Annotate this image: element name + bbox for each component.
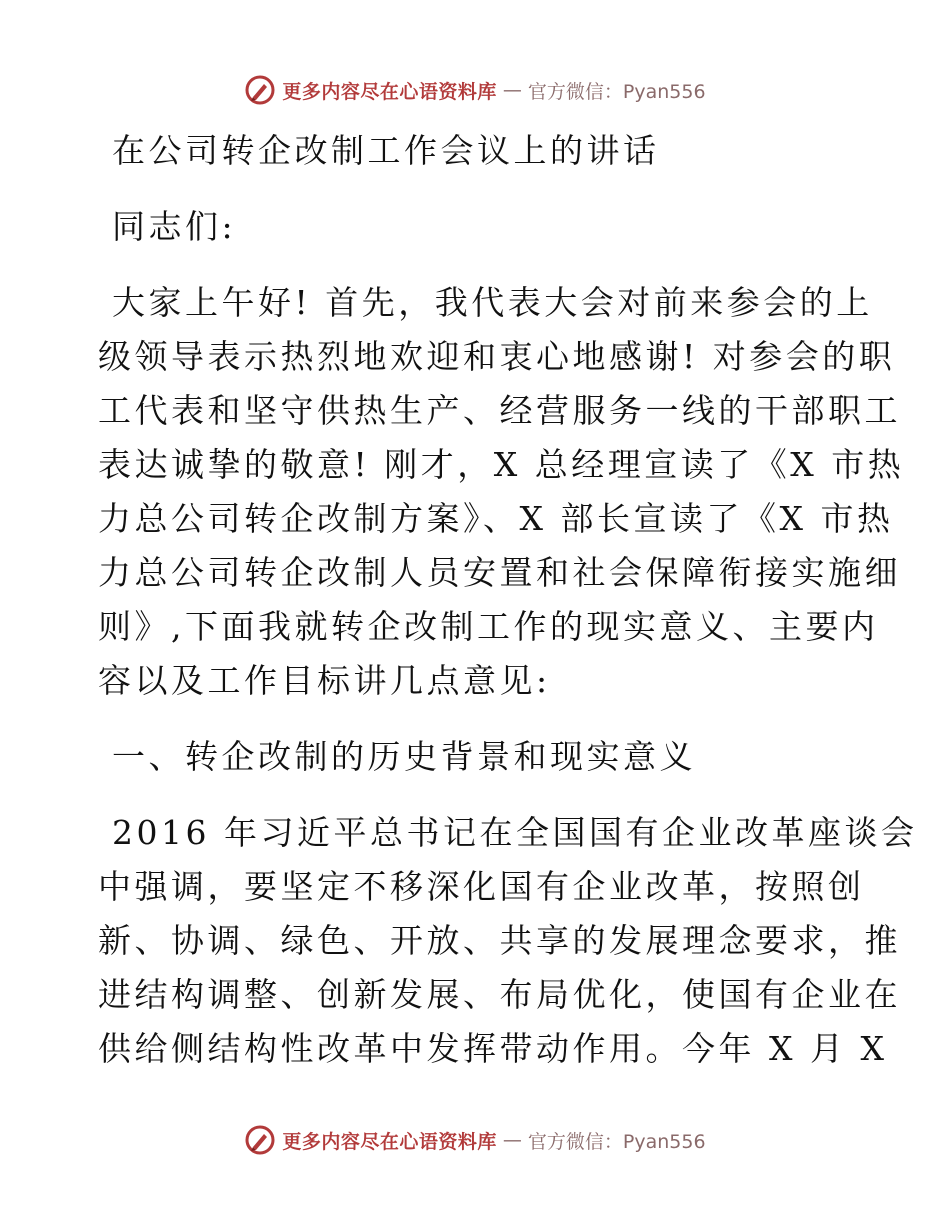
paragraph-line: 中强调，要坚定不移深化国有企业改革，按照创 — [98, 867, 865, 906]
paragraph-line: 进结构调整、创新发展、布局优化，使国有企业在 — [98, 975, 901, 1014]
paragraph-background — [98, 806, 918, 1076]
paragraph-line: 供给侧结构性改革中发挥带动作用。今年 X 月 X — [98, 1029, 888, 1068]
paragraph-line: 工代表和坚守供热生产、经营服务一线的干部职工 — [98, 391, 901, 430]
watermark-banner-bottom — [0, 1120, 950, 1160]
paragraph-opening — [98, 276, 905, 708]
paragraph-line: 力总公司转企改制方案》、X 部长宣读了《X 市热 — [98, 499, 894, 538]
paragraph-line: 则》,下面我就转企改制工作的现实意义、主要内 — [98, 607, 879, 646]
salutation: 同志们: — [98, 207, 237, 246]
watermark-banner-top — [0, 70, 950, 110]
watermark-separator: — — [502, 1129, 522, 1151]
watermark-separator: — — [502, 79, 522, 101]
paragraph-line: 力总公司转企改制人员安置和社会保障衔接实施细 — [98, 553, 901, 592]
paragraph-line: 2016 年习近平总书记在全国国有企业改革座谈会 — [98, 813, 918, 852]
section-heading: 一、转企改制的历史背景和现实意义 — [98, 737, 696, 776]
paragraph-line: 表达诚挚的敬意! 刚才，X 总经理宣读了《X 市热 — [98, 445, 905, 484]
watermark-main-text: 更多内容尽在心语资料库 — [282, 1130, 497, 1153]
document-body — [98, 124, 918, 1076]
paragraph-line: 新、协调、绿色、开放、共享的发展理念要求，推 — [98, 921, 901, 960]
paragraph-line: 级领导表示热烈地欢迎和衷心地感谢! 对参会的职 — [98, 337, 896, 376]
pen-logo-icon — [244, 74, 276, 106]
watermark-sub-text: 官方微信：Pyan556 — [527, 1130, 706, 1153]
document-title: 在公司转企改制工作会议上的讲话 — [98, 131, 660, 170]
paragraph-line: 大家上午好! 首先，我代表大会对前来参会的上 — [98, 283, 873, 322]
watermark-main-text: 更多内容尽在心语资料库 — [282, 80, 497, 103]
pen-logo-icon — [244, 1124, 276, 1156]
paragraph-line: 容以及工作目标讲几点意见: — [98, 661, 551, 700]
watermark-sub-text: 官方微信：Pyan556 — [527, 80, 706, 103]
